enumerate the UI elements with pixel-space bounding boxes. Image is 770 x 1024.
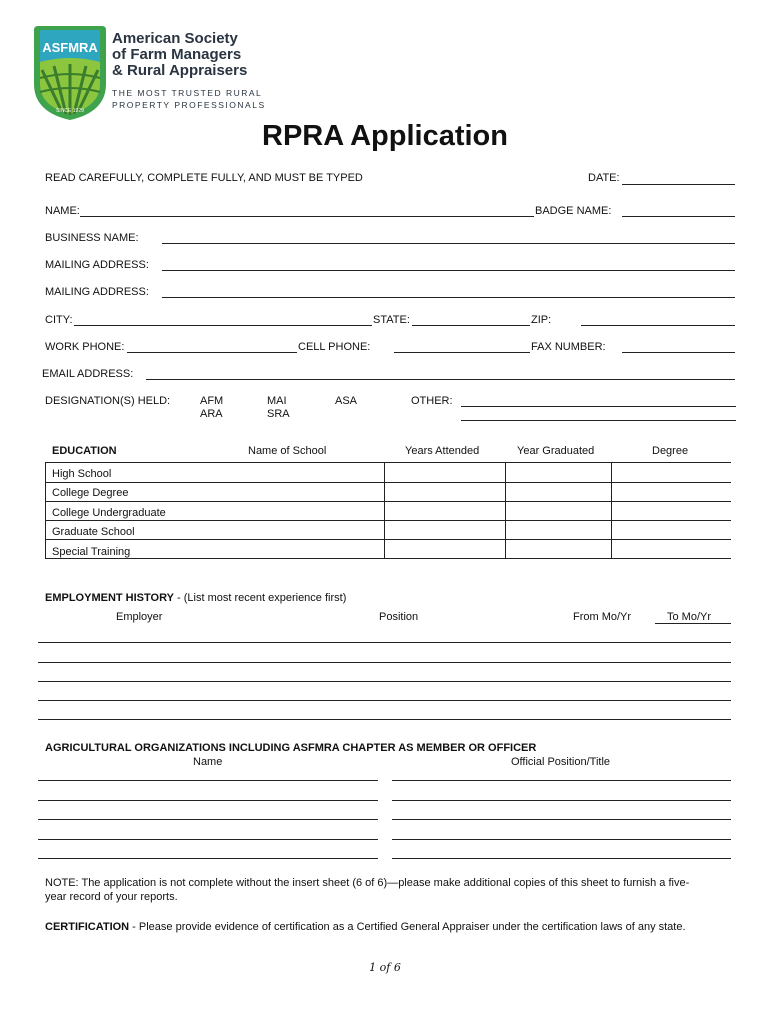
employment-row-line[interactable]	[38, 662, 731, 663]
employment-row-line[interactable]	[38, 719, 731, 720]
employment-heading-line	[45, 592, 346, 605]
tagline-line1: THE MOST TRUSTED RURAL	[112, 88, 263, 98]
education-row-label: Graduate School	[52, 526, 135, 538]
employment-col-from: From Mo/Yr	[573, 611, 632, 623]
education-table-left-border	[45, 462, 46, 558]
organization-name-line[interactable]	[38, 819, 378, 820]
education-col-divider-2	[505, 462, 506, 558]
mailing-address-field-2[interactable]	[162, 297, 735, 298]
employment-heading: EMPLOYMENT HISTORY	[45, 592, 174, 604]
organization-position-line[interactable]	[392, 819, 731, 820]
organization-name-line[interactable]	[38, 800, 378, 801]
education-col-degree: Degree	[652, 445, 689, 457]
asfmra-badge-icon	[32, 22, 108, 122]
education-row-line[interactable]	[45, 520, 731, 521]
education-col-divider-1	[384, 462, 385, 558]
employment-header-underline	[655, 623, 731, 624]
other-label: OTHER:	[411, 395, 453, 407]
designation-asa[interactable]: ASA	[335, 395, 358, 407]
education-heading: EDUCATION	[52, 445, 117, 457]
mailing-address-field-1[interactable]	[162, 270, 735, 271]
employment-col-position: Position	[379, 611, 419, 623]
education-row-line[interactable]	[45, 558, 731, 559]
organizations-col-name: Name	[193, 756, 223, 768]
note-text-line1: NOTE: The application is not complete without the insert sheet (6 of 6)—please make additional copies of this sheet to furnish a five-	[45, 877, 690, 889]
name-field[interactable]	[80, 216, 534, 217]
note-text-line2: year record of your reports.	[45, 891, 178, 903]
zip-label: ZIP:	[531, 314, 552, 326]
state-label: STATE:	[373, 314, 410, 326]
org-name-line2: of Farm Managers	[112, 46, 242, 63]
tagline-line2: PROPERTY PROFESSIONALS	[112, 100, 266, 110]
org-name-line1: American Society	[112, 30, 238, 47]
certification-line	[45, 921, 686, 934]
certification-label: CERTIFICATION	[45, 921, 130, 933]
employment-row-line[interactable]	[38, 700, 731, 701]
designation-afm[interactable]: AFM	[200, 395, 224, 407]
work-phone-field[interactable]	[127, 352, 297, 353]
instructions-text: READ CAREFULLY, COMPLETE FULLY, AND MUST BE TYPED	[45, 172, 363, 184]
city-field[interactable]	[74, 325, 372, 326]
education-row-label: Special Training	[52, 546, 131, 558]
employment-row-line[interactable]	[38, 642, 731, 643]
other-field-2[interactable]	[461, 420, 736, 421]
asfmra-logo	[32, 22, 108, 122]
organizations-heading: AGRICULTURAL ORGANIZATIONS INCLUDING ASFMRA CHAPTER AS MEMBER OR OFFICER	[45, 742, 537, 754]
business-name-label: BUSINESS NAME:	[45, 232, 139, 244]
mailing-address-label-2: MAILING ADDRESS:	[45, 286, 149, 298]
email-address-label: EMAIL ADDRESS:	[42, 368, 134, 380]
education-col-graduated: Year Graduated	[517, 445, 595, 457]
email-address-field[interactable]	[146, 379, 735, 380]
other-field-1[interactable]	[461, 406, 736, 407]
organization-name-line[interactable]	[38, 839, 378, 840]
employment-row-line[interactable]	[38, 681, 731, 682]
cell-phone-label: CELL PHONE:	[298, 341, 371, 353]
employment-col-employer: Employer	[116, 611, 163, 623]
zip-field[interactable]	[581, 325, 735, 326]
employment-note: - (List most recent experience first)	[173, 592, 347, 604]
education-col-school: Name of School	[248, 445, 327, 457]
name-label: NAME:	[45, 205, 80, 217]
page-number: 1 of 6	[369, 961, 401, 974]
fax-number-label: FAX NUMBER:	[531, 341, 606, 353]
organization-name-line[interactable]	[38, 858, 378, 859]
designation-sra[interactable]: SRA	[267, 408, 290, 420]
organizations-col-position: Official Position/Title	[511, 756, 611, 768]
logo-since-text: SINCE 1929	[56, 108, 84, 114]
badge-name-field[interactable]	[622, 216, 735, 217]
badge-name-label: BADGE NAME:	[535, 205, 612, 217]
education-col-years: Years Attended	[405, 445, 480, 457]
organization-position-line[interactable]	[392, 800, 731, 801]
organization-name-line[interactable]	[38, 780, 378, 781]
employment-col-to: To Mo/Yr	[667, 611, 712, 623]
education-row-label: High School	[52, 468, 112, 480]
date-label: DATE:	[588, 172, 620, 184]
org-name-line3: & Rural Appraisers	[112, 62, 248, 79]
state-field[interactable]	[412, 325, 530, 326]
education-row-label: College Undergraduate	[52, 507, 166, 519]
education-col-divider-3	[611, 462, 612, 558]
education-row-label: College Degree	[52, 487, 129, 499]
designation-mai[interactable]: MAI	[267, 395, 287, 407]
education-table-top	[45, 462, 731, 463]
designation-ara[interactable]: ARA	[200, 408, 223, 420]
date-field[interactable]	[622, 184, 735, 185]
organization-position-line[interactable]	[392, 780, 731, 781]
education-row-line[interactable]	[45, 482, 731, 483]
cell-phone-field[interactable]	[394, 352, 530, 353]
city-label: CITY:	[45, 314, 73, 326]
fax-number-field[interactable]	[622, 352, 735, 353]
work-phone-label: WORK PHONE:	[45, 341, 125, 353]
logo-badge-text: ASFMRA	[42, 40, 98, 55]
certification-text: - Please provide evidence of certification as a Certified General Appraiser under the certification laws of any state.	[129, 921, 686, 933]
designations-label: DESIGNATION(S) HELD:	[45, 395, 171, 407]
page-title: RPRA Application	[262, 120, 508, 152]
organization-position-line[interactable]	[392, 858, 731, 859]
organization-position-line[interactable]	[392, 839, 731, 840]
education-row-line[interactable]	[45, 501, 731, 502]
business-name-field[interactable]	[162, 243, 735, 244]
education-row-line[interactable]	[45, 539, 731, 540]
mailing-address-label-1: MAILING ADDRESS:	[45, 259, 149, 271]
